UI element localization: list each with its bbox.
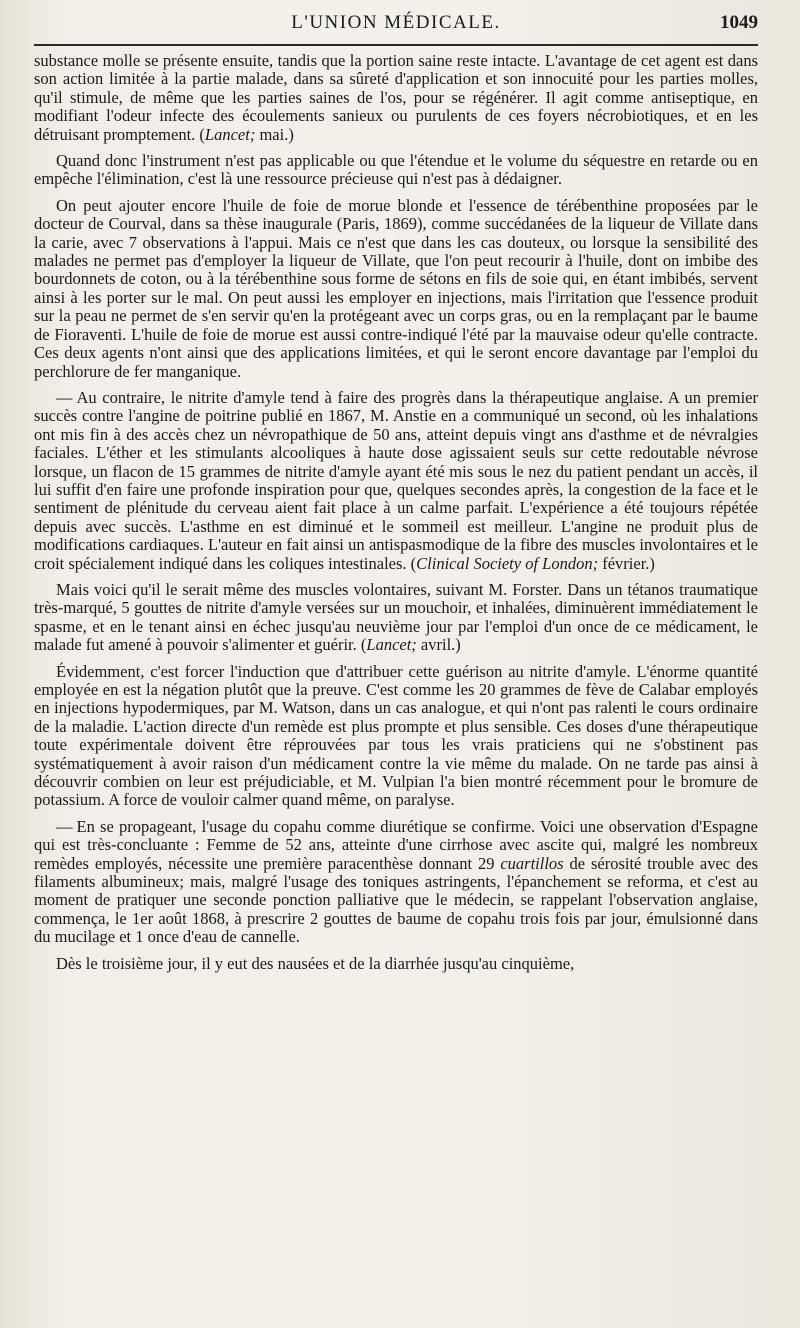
paragraph-7 bbox=[34, 818, 758, 947]
page-number: 1049 bbox=[720, 12, 758, 33]
citation-date: février.) bbox=[598, 553, 655, 573]
paragraph-7-text: En se propageant, l'usage du copahu comme diurétique se confirme. Voici une observation d'Espagne qui est très-concluante : Femme de 52 ans, atteinte d'une cirrhose avec ascite qui, malgré les nombreux remèdes employés, nécessite une première paracenthèse donnant 29 bbox=[34, 816, 758, 873]
paragraph-7-continuation: de sérosité trouble avec des filaments albumineux; mais, malgré l'usage des toniques astringents, l'épanchement se reforma, et c'est au moment de pratiquer une seconde ponction palliative que le médecin, se rappelant l'observation anglaise, commença, le 1er août 1868, à prescrire 2 gouttes de baume de copahu trois fois par jour, émulsionné dans du mucilage et 1 once d'eau de cannelle. bbox=[34, 853, 759, 947]
section-dash: — bbox=[56, 387, 73, 407]
paragraph-3: On peut ajouter encore l'huile de foie de morue blonde et l'essence de térébenthine proposées par le docteur de Courval, dans sa thèse inaugurale (Paris, 1869), comme succédanées de la liqueur de Villate dans la carie, avec 7 observations à l'appui. Mais ce n'est que dans les cas douteux, ou lorsque la sensibilité des malades ne permet pas d'employer la liqueur de Villate, que l'on peut recourir à l'huile, dont on imbibe des bourdonnets de coton, ou à la térébenthine sous forme de sétons en fils de soie qui, en étant imbibés, servent ainsi à les porter sur le mal. On peut aussi les employer en injections, mais l'irritation que l'essence produit sur la peau ne permet de s'en servir qu'en la protégeant avec un corps gras, ou en la remplaçant par le baume de Fioraventi. L'huile de foie de morue est aussi contre-indiqué l'été par la mauvaise odeur qu'elle contracte. Ces deux agents n'ont ainsi que des applications limitées, et qui le seront encore davantage par l'emploi du perchlorure de fer manganique. bbox=[34, 195, 758, 381]
paragraph-6: Évidemment, c'est forcer l'induction que d'attribuer cette guérison au nitrite d'amyle. L'énorme quantité employée en est la négation plutôt que la preuve. C'est comme les 20 grammes de fève de Calabar employés en injections hypodermiques, par M. Watson, dans un cas analogue, et qui n'ont pas ralenti le cours ordinaire de la maladie. L'action directe d'un remède est plus prompte et plus sensible. Ces doses d'une thérapeutique toute expérimentale doivent être réprouvées par tous les vrais praticiens qui ne s'obstinent pas systématiquement à avoir raison d'un médicament contre la vie même du malade. On ne tarde pas ainsi à découvrir combien on leur est préjudiciable, et M. Vulpian l'a bien montré récemment pour le bromure de potassium. A force de vouloir calmer quand même, on paralyse. bbox=[34, 661, 758, 810]
paragraph-5 bbox=[34, 581, 758, 655]
citation-lancet: Lancet; bbox=[204, 124, 256, 144]
paragraph-4-text: Au contraire, le nitrite d'amyle tend à faire des progrès dans la thérapeutique anglaise. A un premier succès contre l'angine de poitrine publié en 1867, M. Anstie en a communiqué un second, où les inhalations ont mis fin à des accès chez un névropathique de 50 ans, atteint depuis vingt ans d'asthme et de névralgies faciales. L'éther et les stimulants alcooliques à haute dose agissaient seuls sur cette redoutable névrose lorsque, un flacon de 15 grammes de nitrite d'amyle ayant été mis sous le nez du patient pendant un accès, il lui suffit d'en faire une profonde inspiration pour que, quelques secondes après, la congestion de la face et le sentiment de plénitude du cerveau aient fait place à un calme parfait. L'expérience a été toujours répétée depuis avec succès. L'asthme en est diminué et le sommeil est meilleur. L'angine ne produit plus de modifications cardiaques. L'auteur en fait ainsi un antispasmodique de la fibre des muscles involontaires et le croit spécialement indiqué dans les coliques intestinales. ( bbox=[34, 387, 758, 573]
citation-date: avril.) bbox=[416, 635, 461, 655]
article-body bbox=[34, 52, 758, 973]
paragraph-8: Dès le troisième jour, il y eut des nausées et de la diarrhée jusqu'au cinquième, bbox=[56, 953, 575, 973]
section-dash: — bbox=[56, 816, 73, 836]
paragraph-1 bbox=[34, 52, 758, 144]
paragraph-5-text: Mais voici qu'il le serait même des muscles volontaires, suivant M. Forster. Dans un tétanos traumatique très-marqué, 5 gouttes de nitrite d'amyle versées sur un mouchoir, et inhalées, diminuèrent immédiatement le spasme, et en le tenant ainsi en échec jusqu'au neuvième jour par l'emploi d'un once de ce médicament, le malade fut amené à pouvoir s'alimenter et guérir. ( bbox=[34, 579, 758, 655]
paragraph-1-text: substance molle se présente ensuite, tandis que la portion saine reste intacte. L'avantage de cet agent est dans son action limitée à la partie malade, dans sa sûreté d'application et son innocuité pour les parties molles, qu'il stimule, de même que les parties saines de l'os, pour se régénérer. Il agit comme antiseptique, en modifiant l'odeur infecte des écoulements sanieux ou purulents de ces foyers nécrobiotiques, et en les détruisant promptement. ( bbox=[34, 51, 758, 144]
paragraph-2: Quand donc l'instrument n'est pas applicable ou que l'étendue et le volume du séquestre en retarde ou en empêche l'élimination, c'est là une ressource précieuse qui n'est pas à dédaigner. bbox=[34, 151, 758, 189]
term-cuartillos: cuartillos bbox=[500, 853, 564, 873]
header-rule bbox=[34, 44, 758, 46]
citation-clinical-society: Clinical Society of London; bbox=[416, 553, 599, 573]
citation-lancet: Lancet; bbox=[366, 635, 417, 655]
paragraph-4 bbox=[34, 389, 758, 573]
running-head bbox=[34, 0, 758, 44]
citation-date: mai.) bbox=[255, 124, 294, 144]
journal-title: L'UNION MÉDICALE. bbox=[291, 12, 501, 33]
